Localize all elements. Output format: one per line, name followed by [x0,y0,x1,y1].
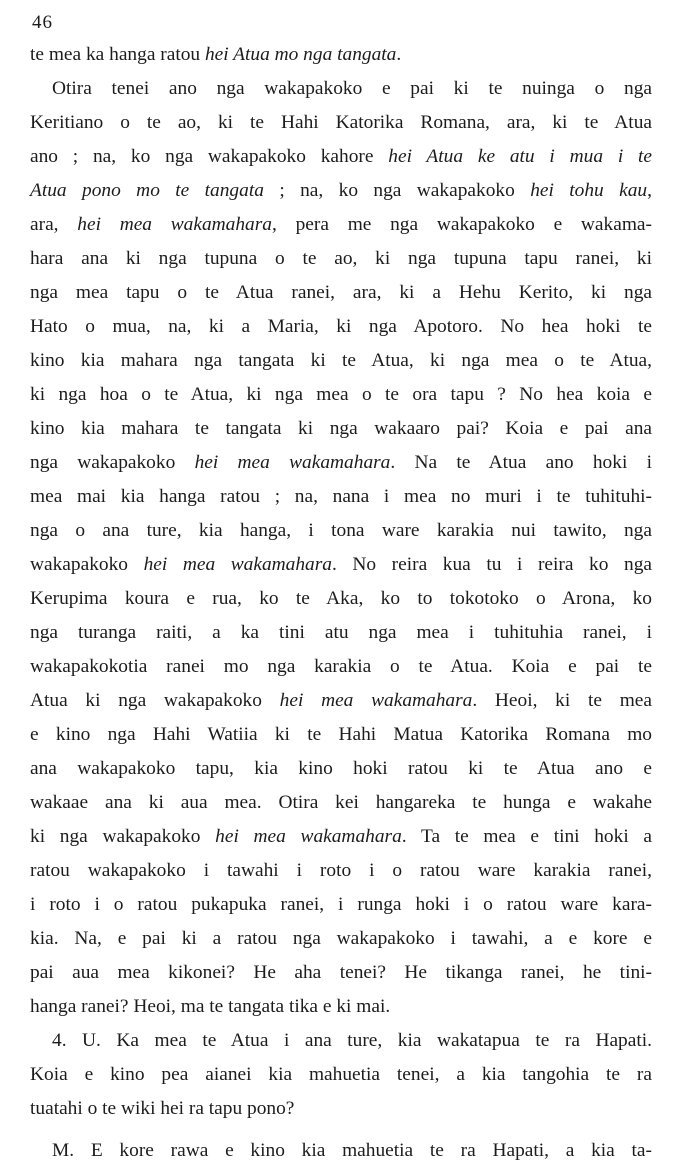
text-line [30,242,652,276]
text-run: wakapakoko [30,554,144,575]
text-run: nga o ana ture, kia hanga, i tona ware karakia nui tawito, nga [30,520,652,541]
text-run: e kino nga Hahi Watiia ki te Hahi Matua Katorika Romana mo [30,724,652,745]
text-run: . No reira kua tu i reira ko nga [331,554,653,575]
text-line [30,344,652,378]
text-line [30,276,652,310]
text-line [30,650,652,684]
italic-phrase: hei mea wakamahara [194,452,391,473]
text-line [30,786,652,820]
text-line [30,1024,652,1058]
text-run: wakapakokotia ranei mo nga karakia o te Atua. Koia e pai te [30,656,652,677]
text-line [30,106,652,140]
paragraph [30,38,652,72]
text-line [30,446,652,480]
text-line [30,548,652,582]
text-run: tuatahi o te wiki hei ra tapu pono? [30,1098,295,1119]
text-run: , [647,180,652,201]
italic-phrase: Atua pono mo te tangata [30,180,264,201]
text-line [30,72,652,106]
italic-phrase: hei tohu kau [530,180,648,201]
text-line [30,1058,652,1092]
text-run: kia. Na, e pai ki a ratou nga wakapakoko i tawahi, a e kore e [30,928,652,949]
text-run: pai aua mea kikonei? He aha tenei? He tikanga ranei, he tini- [30,962,652,983]
italic-phrase: hei mea wakamahara [215,826,402,847]
text-line [30,956,652,990]
text-run: Kerupima koura e rua, ko te Aka, ko to tokotoko o Arona, ko [30,588,652,609]
text-line [30,174,652,208]
italic-phrase: hei Atua ke atu i mua i te [388,146,652,167]
text-run: Hato o mua, na, ki a Maria, ki nga Apotoro. No hea hoki te [30,316,652,337]
text-run: te mea ka hanga ratou [30,44,205,65]
text-run: M. E kore rawa e kino kia mahuetia te ra Hapati, a kia ta- [52,1140,652,1161]
italic-phrase: hei mea wakamahara [77,214,272,235]
text-line [30,38,652,72]
text-run: kino kia mahara te tangata ki nga wakaaro pai? Koia e pai ana [30,418,652,439]
text-run: . Ta te mea e tini hoki a [401,826,653,847]
text-line [30,718,652,752]
text-run: ano ; na, ko nga wakapakoko kahore [30,146,389,167]
text-line [30,208,652,242]
page-number: 46 [32,12,53,33]
text-run: hara ana ki nga tupuna o te ao, ki nga tupuna tapu ranei, ki [30,248,652,269]
text-line [30,582,652,616]
text-run: nga mea tapu o te Atua ranei, ara, ki a Hehu Kerito, ki nga [30,282,652,303]
text-run: ana wakapakoko tapu, kia kino hoki ratou ki te Atua ano e [30,758,652,779]
text-run: Keritiano o te ao, ki te Hahi Katorika Romana, ara, ki te Atua [30,112,652,133]
text-run: ki nga hoa o te Atua, ki nga mea o te ora tapu ? No hea koia e [30,384,652,405]
text-run: i roto i o ratou pukapuka ranei, i runga hoki i o ratou ware kara- [30,894,652,915]
text-line [30,820,652,854]
text-run: . [396,44,402,65]
text-line [30,480,652,514]
text-line [30,412,652,446]
text-run: . Na te Atua ano hoki i [390,452,653,473]
text-line [30,1092,652,1126]
text-line [30,888,652,922]
text-run: ara, [30,214,78,235]
paragraph [30,72,652,1024]
text-line [30,922,652,956]
text-run: Atua ki nga wakapakoko [30,690,280,711]
text-line [30,990,652,1024]
text-run: 4. U. Ka mea te Atua i ana ture, kia wakatapua te ra Hapati. [52,1030,652,1051]
text-run: , pera me nga wakapakoko e wakama- [272,214,652,235]
text-run: ratou wakapakoko i tawahi i roto i o ratou ware karakia ranei, [30,860,652,881]
text-run: hanga ranei? Heoi, ma te tangata tika e ki mai. [30,996,391,1017]
text-run: wakaae ana ki aua mea. Otira kei hangareka te hunga e wakahe [30,792,652,813]
text-line [30,616,652,650]
text-run: nga turanga raiti, a ka tini atu nga mea i tuhituhia ranei, i [30,622,652,643]
text-run: nga wakapakoko [30,452,195,473]
paragraph [30,1024,652,1126]
text-line [30,854,652,888]
text-line [30,514,652,548]
text-run: ; na, ko nga wakapakoko [263,180,531,201]
text-line [30,1134,652,1168]
text-line [30,684,652,718]
text-run: mea mai kia hanga ratou ; na, nana i mea no muri i te tuhituhi- [30,486,652,507]
text-run: kino kia mahara nga tangata ki te Atua, ki nga mea o te Atua, [30,350,652,371]
text-run: . Heoi, ki te mea [472,690,652,711]
text-run: ki nga wakapakoko [30,826,216,847]
italic-phrase: hei mea wakamahara [143,554,332,575]
body-text [30,38,652,1168]
text-line [30,140,652,174]
text-run: Otira tenei ano nga wakapakoko e pai ki te nuinga o nga [52,78,652,99]
text-line [30,752,652,786]
text-line [30,378,652,412]
text-line [30,310,652,344]
italic-phrase: hei Atua mo nga tangata [204,44,397,65]
italic-phrase: hei mea wakamahara [279,690,473,711]
text-run: Koia e kino pea aianei kia mahuetia tenei, a kia tangohia te ra [30,1064,652,1085]
paragraph [30,1134,652,1168]
